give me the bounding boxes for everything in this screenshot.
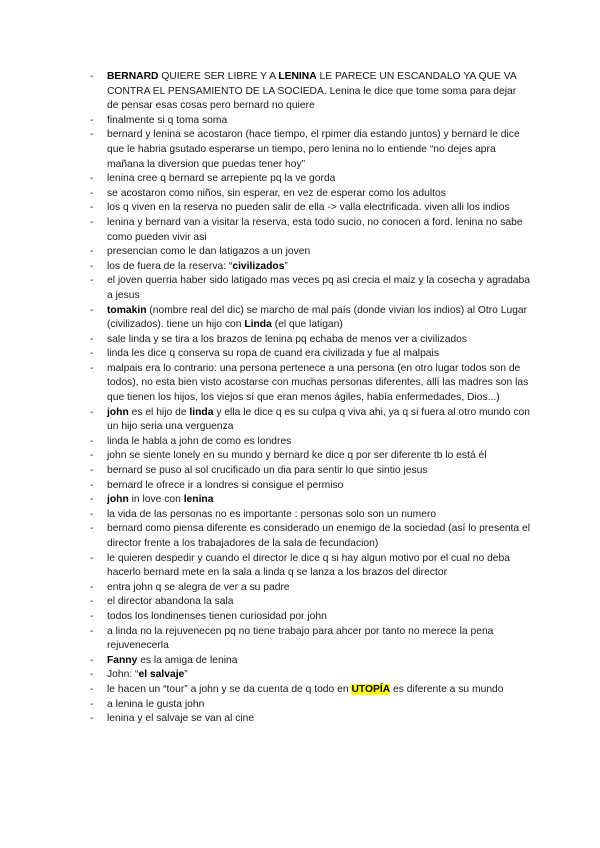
text-segment: es el hijo de xyxy=(128,406,190,418)
list-item xyxy=(90,712,530,727)
list-item xyxy=(90,522,530,551)
bullet-dash: - xyxy=(90,610,94,622)
bullet-dash: - xyxy=(90,71,94,82)
list-item xyxy=(90,552,530,581)
text-segment: lenina cree q bernard se arrepiente pq la ve gorda xyxy=(107,173,336,185)
text-segment: le hacen un “tour” a john y se da cuenta de q todo en xyxy=(107,683,352,695)
list-item xyxy=(90,508,530,523)
text-segment: in love con xyxy=(128,494,184,506)
text-segment: los q viven en la reserva no pueden salir de ella -> valla electrificada. viven alli los indios xyxy=(107,202,510,214)
bullet-dash: - xyxy=(90,114,94,126)
list-item xyxy=(90,610,530,625)
list-item xyxy=(90,479,530,494)
list-item xyxy=(90,201,530,216)
list-item xyxy=(90,347,530,362)
bullet-dash: - xyxy=(90,508,94,520)
text-segment: bernard como piensa diferente es considerado un enemigo de la sociedad (así lo presenta el director frente a los trabajadores de la sala de fecundacion) xyxy=(107,523,531,549)
text-segment: y ella le dice q es su culpa q viva ahi, ya q si fuera al otro mundo con un hijo seria una verguenza xyxy=(107,406,530,433)
list-item xyxy=(90,406,530,435)
bullet-dash: - xyxy=(90,552,94,564)
text-segment: LE PARECE UN ESCANDALO YA QUE VA CONTRA EL PENSAMIENTO DE LA SOCIEDA. Lenina le dice que tome soma para dejar de pensar esas cosas pero bernard no quiere xyxy=(107,71,517,112)
text-segment: John: “ xyxy=(107,669,139,681)
text-segment: el director abandona la sala xyxy=(107,596,234,608)
list-item xyxy=(90,581,530,596)
bullet-dash: - xyxy=(90,202,94,214)
list-item xyxy=(90,245,530,260)
list-item xyxy=(90,333,530,348)
text-segment: presencian como le dan latigazos a un joven xyxy=(107,246,311,258)
bullet-dash: - xyxy=(90,304,94,316)
text-segment: bernard se puso al sol crucificado un dia para sentir lo que sintio jesus xyxy=(107,465,428,477)
list-item xyxy=(90,128,530,172)
text-segment: (el que latigan) xyxy=(271,319,343,331)
bullet-dash: - xyxy=(90,348,94,360)
bullet-dash: - xyxy=(90,669,94,681)
bold-term: john xyxy=(107,406,129,418)
list-item xyxy=(90,654,530,669)
list-item xyxy=(90,625,530,654)
bullet-dash: - xyxy=(90,581,94,593)
bullet-dash: - xyxy=(90,246,94,258)
bullet-dash: - xyxy=(90,450,94,462)
text-segment: ” xyxy=(184,669,188,681)
text-segment: bernard le ofrece ir a londres si consigue el permiso xyxy=(107,479,344,491)
text-segment: es la amiga de lenina xyxy=(137,654,238,666)
bullet-dash: - xyxy=(90,494,94,506)
text-segment: el joven querria haber sido latigado mas veces pq asi crecia el maiz y la cosecha y agradaba a jesus xyxy=(107,275,530,301)
bullet-dash: - xyxy=(90,275,94,287)
list-item xyxy=(90,668,530,683)
text-segment: lenina y el salvaje se van al cine xyxy=(107,713,255,725)
list-item xyxy=(90,362,530,406)
bullet-dash: - xyxy=(90,129,94,141)
text-segment: se acostaron como niños, sin esperar, en vez de esperar como los adultos xyxy=(107,187,446,199)
text-segment: sale linda y se tira a los brazos de lenina pq echaba de menos ver a civilizados xyxy=(107,333,468,345)
text-segment: le quieren despedir y cuando el director le dice q si hay algun motivo por el cual no deba hacerlo bernard mete en la sala a linda q se lanza a los brazos del director xyxy=(107,552,510,579)
bullet-dash: - xyxy=(90,406,94,418)
highlighted-term: UTOPÍA xyxy=(351,683,391,695)
text-segment: a linda no la rejuvenecen pq no tiene trabajo para ahcer por tanto no merece la pena rejuvenecerla xyxy=(107,625,494,652)
bullet-dash: - xyxy=(90,260,94,272)
list-item xyxy=(90,304,530,333)
text-segment: la vida de las personas no es importante : personas solo son un numero xyxy=(107,508,437,520)
text-segment: (nombre real del dic) se marcho de mal país (donde vivian los indios) al Otro Lugar (civilizados). tiene un hijo con xyxy=(107,304,528,331)
bullet-dash: - xyxy=(90,683,94,695)
text-segment: QUIERE SER LIBRE Y A xyxy=(158,71,279,82)
text-segment: es diferente a su mundo xyxy=(390,683,504,695)
bullet-dash: - xyxy=(90,362,94,374)
bold-term: Linda xyxy=(244,319,272,331)
list-item xyxy=(90,435,530,450)
list-item xyxy=(90,493,530,508)
text-segment: linda le habla a john de como es londres xyxy=(107,435,292,447)
list-item xyxy=(90,683,530,698)
list-item xyxy=(90,70,530,114)
text-segment: ” xyxy=(284,260,288,272)
list-item xyxy=(90,187,530,202)
bold-term: Fanny xyxy=(107,654,138,666)
list-item xyxy=(90,260,530,275)
text-segment: john se siente lonely en su mundo y bernard ke dice q por ser diferente tb lo está él xyxy=(107,450,487,462)
list-item xyxy=(90,114,530,129)
bullet-dash: - xyxy=(90,435,94,447)
text-segment: entra john q se alegra de ver a su padre xyxy=(107,581,290,593)
bullet-dash: - xyxy=(90,625,94,637)
bullet-dash: - xyxy=(90,173,94,185)
text-segment: bernard y lenina se acostaron (hace tiempo, el rpimer dia estando juntos) y bernard le dice que le habria gsutado esperarse un tiempo, pero lenina no lo entiende “no dejes apra mañana la diversion que puedas tener hoy” xyxy=(107,129,520,170)
text-segment: todos los londinenses tienen curiosidad por john xyxy=(107,610,327,622)
list-item xyxy=(90,172,530,187)
bold-term: LENINA xyxy=(278,71,317,82)
text-segment: a lenina le gusta john xyxy=(107,698,205,710)
list-item xyxy=(90,464,530,479)
list-item xyxy=(90,595,530,610)
bold-term: el salvaje xyxy=(138,669,185,681)
bold-term: john xyxy=(107,494,129,506)
bold-term: BERNARD xyxy=(107,71,159,82)
bold-term: lenina xyxy=(183,494,214,506)
bullet-dash: - xyxy=(90,333,94,345)
bullet-dash: - xyxy=(90,713,94,725)
bullet-dash: - xyxy=(90,523,94,535)
list-item xyxy=(90,274,530,303)
text-segment: finalmente si q toma soma xyxy=(107,114,228,126)
notes-list xyxy=(90,70,530,727)
bold-term: linda xyxy=(189,406,214,418)
list-item xyxy=(90,449,530,464)
bullet-dash: - xyxy=(90,216,94,228)
text-segment: linda les dice q conserva su ropa de cuand era civilizada y fue al malpais xyxy=(107,348,439,360)
bold-term: tomakin xyxy=(107,304,147,316)
bullet-dash: - xyxy=(90,698,94,710)
text-segment: lenina y bernard van a visitar la reserva, esta todo sucio, no conocen a ford. lenina no sabe como pueden vivir asi xyxy=(107,216,523,243)
bold-term: civilizados xyxy=(232,260,285,272)
bullet-dash: - xyxy=(90,479,94,491)
list-item xyxy=(90,698,530,713)
list-item xyxy=(90,216,530,245)
bullet-dash: - xyxy=(90,187,94,199)
text-segment: los de fuera de la reserva: “ xyxy=(107,260,233,272)
text-segment: malpais era lo contrario: una persona pertenece a una persona (en otro lugar todos son de todos), no esta bien visto acostarse con muchas personas diferentes, allí las madres son las que tienen los hijos, los viejos sí que eran menos ágiles, había enfermedades, Dios...) xyxy=(107,362,529,404)
bullet-dash: - xyxy=(90,596,94,608)
bullet-dash: - xyxy=(90,465,94,477)
bullet-dash: - xyxy=(90,654,94,666)
